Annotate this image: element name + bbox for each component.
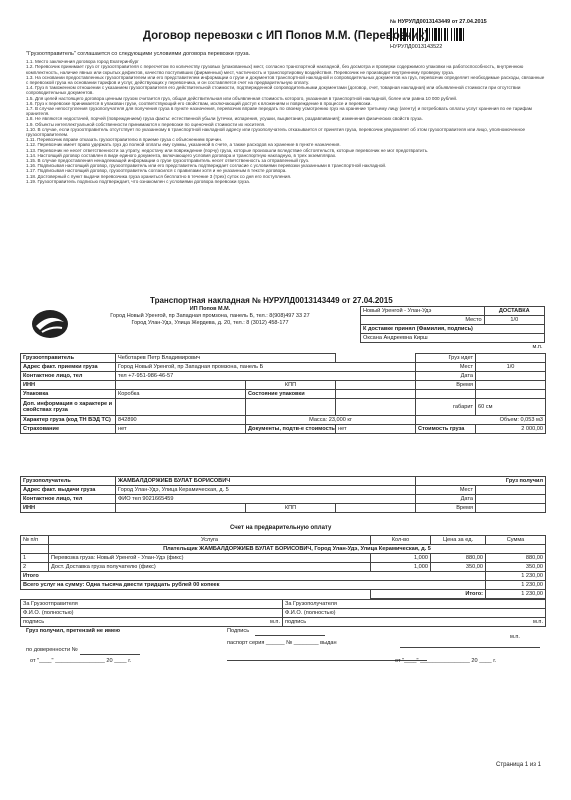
- signatures-table: [20, 599, 546, 627]
- term-paragraph: 1.18. Достоверный с пункт выдачи перевозчика груза храниться бесплатно в течение 3 (трех) суток со дня его поступления.: [26, 173, 292, 179]
- addr-recv-label: Адрес факт. приемки груза: [21, 363, 116, 372]
- total-label: Итого: [21, 572, 486, 581]
- item-num: 2: [21, 563, 49, 572]
- barcode-code: НУРУЛД0013143522: [390, 44, 443, 50]
- receiver-value: ЖАМБАЛДОРЖИЕВ БУЛАТ БОРИСОВИЧ: [116, 477, 416, 486]
- inn2-label: ИНН: [21, 504, 116, 513]
- table-row: [21, 563, 546, 572]
- waybill-title: Транспортная накладная № НУРУЛД0013143449 от 27.04.2015: [150, 296, 393, 305]
- term-paragraph: 1.16. Подписывая настоящий договор, грузоотправитель или его представитель подтверждает согласие с условиями перевозки указанными в транспортной накладной.: [26, 163, 387, 169]
- time-label: Время: [416, 381, 476, 390]
- itogo-value: 1 230,00: [486, 590, 546, 599]
- shipper-value: Чеботарев Петр Владимирович: [116, 354, 336, 363]
- left-fio: Ф.И.О. (полностью): [21, 609, 283, 618]
- item-sum: 350,00: [486, 563, 546, 572]
- delivery-label: ДОСТАВКА: [484, 307, 544, 316]
- size-label: габарит: [416, 399, 476, 416]
- term-paragraph: 1.15. В случае предоставления ненадлежащей информации о грузе грузоотправитель несет ответственность за отправленный груз.: [26, 158, 310, 164]
- accepted-name: Оксана Андреевна Кирш: [361, 334, 545, 343]
- delivery-box: [360, 306, 545, 351]
- recv-label: Груз получил: [416, 477, 546, 486]
- place-label: Мест: [416, 363, 476, 372]
- docs-value: нет: [336, 425, 416, 434]
- term-paragraph: 1.6. Груз к перевозке принимается в упакован грузе, соответствующий его свойствам, исключающий доступ к вложениям и повреждение в процессе и перевозки.: [26, 100, 372, 106]
- cost-value: 2 000,00: [476, 425, 546, 434]
- term-paragraph: 1.19. Грузоотправитель подписью подтверждает, что ознакомлен с условиями договора перевозки груза.: [26, 178, 251, 184]
- place2-label: Мест: [416, 486, 476, 495]
- cargo-type-label: Характер груза (код ТН ВЭД ТС): [21, 416, 116, 425]
- sender-name: ИП Попов М.М.: [189, 306, 231, 312]
- term-paragraph: 1.4. Груз в таможенном отношении с указанием грузоотправителя его действительной стоимости, подтвержденной сопроводительными документами (договор, счет, товарная накладная) или объявленной стоимости при отсутствии сопроводительных документов.: [26, 85, 521, 96]
- words-label: Всего услуг на сумму: Одна тысяча двести тридцать рублей 00 копеек: [21, 581, 486, 590]
- sender-address-2: Город Улан-Удэ, Улица Жердева, д. 20, тел.: 8 (3012) 458-177: [131, 320, 289, 326]
- col-num: № п/п: [21, 536, 49, 545]
- route: Новый Уренгой - Улан-Удэ: [361, 307, 485, 316]
- right-fio: Ф.И.О. (полностью): [283, 609, 546, 618]
- poa-label: по доверенности №: [26, 647, 78, 653]
- contact2-value: ФИО тел 9021665459: [116, 495, 416, 504]
- terms-list: [26, 59, 546, 184]
- left-signature: подпись: [23, 619, 45, 625]
- terms-lead: "Грузоотправитель" соглашается со следующими условиями договора перевозки груза.: [26, 51, 251, 57]
- col-qty: Кол-во: [371, 536, 431, 545]
- term-paragraph: 1.7. В случае непоступления грузополучателя для получения груза в пункте назначения, перевозчик вправе передать по своему усмотрению груз на хранение третьему лицу (агенту) и потребовать оплаты услуг хранения по ее тарифам хранителя.: [26, 106, 532, 117]
- col-service: Услуга: [49, 536, 371, 545]
- term-paragraph: 1.9. Объекты интеллектуальной собственности принимаются к перевозке по оценочной стоимости их носителя.: [26, 121, 266, 127]
- accepted-label: К доставке принял (Фамилия, подпись): [361, 325, 545, 334]
- right-signature: подпись: [285, 619, 307, 625]
- place-value: 1/0: [476, 363, 546, 372]
- page-footer: Страница 1 из 1: [496, 762, 541, 768]
- date-label: Дата: [416, 372, 476, 381]
- right-sig: За Грузополучателя: [283, 600, 546, 609]
- sender-address: Город Новый Уренгой, пр Западная промзона, панель Б, тел.: 8(908)497 33 27: [110, 313, 310, 319]
- packing-label: Упаковка: [21, 390, 116, 399]
- bottom-mp: м.п.: [510, 634, 520, 640]
- mesto-label: Место: [361, 316, 485, 325]
- item-price: 350,00: [431, 563, 486, 572]
- mesto-value: 1/0: [484, 316, 544, 325]
- time2-label: Время: [416, 504, 476, 513]
- left-sig: За Грузоотправителя: [21, 600, 283, 609]
- term-paragraph: 1.13. Перевозчик не несет ответственности за утрату, недостачу или повреждение (порчу) груза, которые произошли вследствие обстоятельств, которые перевозчик не мог предотвратить.: [26, 147, 429, 153]
- addr-recv-value: Город Новый Уренгой, пр Западная промзона, панель Б: [116, 363, 416, 372]
- docs-label: Документы, подтв-е стоимость: [246, 425, 336, 434]
- item-name: Перевозка груза: Новый Уренгой - Улан-Удэ (фикс): [49, 554, 371, 563]
- term-paragraph: 1.2. Перевозчик принимает груз от грузоотправителя с пересчетом по количеству грузовых (упакованных) мест, согласно транспортной накладной, без досмотра и проверки содержимого упаковки на работоспособность, внутреннюю комплектность, наличие явных или скрытых дефектов, качество поступивших (фирменных) мест, частичность и транспортировку воздействия. Перевозчик не производит внутреннему проверку груза.: [26, 64, 524, 75]
- shipper-label: Грузоотправитель: [21, 354, 116, 363]
- insurance-value: нет: [116, 425, 246, 434]
- received-label: Груз получил, претензий не имею: [26, 628, 121, 634]
- addr-issue-value: Город Улан-Удэ, Улица Керамическая, д. 5: [116, 486, 416, 495]
- addr-issue-label: Адрес факт. выдачи груза: [21, 486, 116, 495]
- inn-label: ИНН: [21, 381, 116, 390]
- term-paragraph: 1.5. Для целей настоящего договора ценным грузом считается груз, общая действительная или объявленная стоимость которого, указанная в транспортной накладной, более или равна 10 000 рублей.: [26, 95, 458, 101]
- term-paragraph: 1.3. На основании предоставленных грузоотправителем или его представителем информации о грузе и документов транспортной накладной и сопроводительных документов на груз, перевозчик определяет необходимые расходы, связанные с перевозкой груза на основании тарифов и услуг, действующих у перевозчика, и он составляется счет на предварительную оплату.: [26, 74, 545, 86]
- table-row: [21, 554, 546, 563]
- item-name: Дост. Доставка груза получателю (фикс): [49, 563, 371, 572]
- term-paragraph: 1.11. Перевозчик вправе отказать грузоотправителю в приеме груза с объяснением причин.: [26, 137, 223, 143]
- company-logo: [30, 308, 70, 340]
- sender-block: [70, 306, 350, 327]
- pack-state-label: Состояние упаковки: [246, 390, 336, 399]
- cargo-type-value: 842890: [116, 416, 246, 425]
- term-paragraph: 1.14. Настоящий договор составлен в виде единого документа, включающего условия договора и транспортную накладную, в трех экземплярах.: [26, 152, 337, 158]
- item-price: 880,00: [431, 554, 486, 563]
- contact-label: Контактное лицо, тел: [21, 372, 116, 381]
- shipper-table: [20, 353, 546, 434]
- contract-terms: [26, 52, 546, 184]
- term-paragraph: 1.12. Перевозчик имеет право удержать груз до полной оплаты ему суммы, указанной в счете, а также расходов на хранение в пункте назначения.: [26, 142, 341, 148]
- term-paragraph: 1.1. Место заключения договора город Екатеринбург: [26, 59, 139, 65]
- invoice-table: [20, 535, 546, 599]
- receiver-label: Грузополучатель: [21, 477, 116, 486]
- left-mp: м.п.: [270, 619, 280, 625]
- mp-label: м.п.: [532, 344, 543, 350]
- col-sum: Сумма: [486, 536, 546, 545]
- item-num: 1: [21, 554, 49, 563]
- receiver-table: [20, 476, 546, 513]
- weight-label: Масса: 23,000 кг: [246, 416, 416, 425]
- size-value: 60 см: [476, 399, 546, 416]
- document-title: Договор перевозки с ИП Попов М.М. (Перевозчик): [142, 30, 429, 42]
- term-paragraph: 1.10. В случае, если грузоотправитель отсутствует по указанному в транспортной накладной адресу или грузополучатель отказывается от принятия груза, перевозчик уведомляет об этом грузоотправителя или лицо, уполномоченное грузоотправителем.: [26, 126, 526, 138]
- doc-info-label: Доп. информация о характере и свойствах груза: [21, 399, 116, 416]
- term-paragraph: 1.17. Подписывая настоящий договор, грузоотправитель согласился с правилами хотя и не указанным в тексте договора.: [26, 168, 287, 174]
- packing-value: Коробка: [116, 390, 246, 399]
- cargo-place-label: Груз идет: [416, 354, 476, 363]
- volume-label: Объем: 0,053 м3: [416, 416, 546, 425]
- right-mp: м.п.: [533, 619, 543, 625]
- bottom-from: от "____" ________________ 20 ____ г.: [395, 658, 497, 664]
- item-sum: 880,00: [486, 554, 546, 563]
- words-value: 1 230,00: [486, 581, 546, 590]
- from-label: от "____" ________________ 20 ____ г.: [30, 658, 132, 664]
- invoice-title: Счет на предварительную оплату: [230, 525, 332, 531]
- term-paragraph: 1.8. Не являются недостачей, порчей (повреждением) груза факты: естественной убыли (утечки, испарения, усушки, выцветания, раздавливания); изменения физических свойств груза.: [26, 116, 423, 122]
- signature-label: Подпись: [227, 628, 250, 634]
- contact-value: тел +7-951-986-46-57: [116, 372, 416, 381]
- kpp-label: КПП: [246, 381, 336, 390]
- kpp2-label: КПП: [246, 504, 336, 513]
- contact2-label: Контактное лицо, тел: [21, 495, 116, 504]
- itogo-label: Итого:: [371, 590, 486, 599]
- item-qty: 1,000: [371, 563, 431, 572]
- reference-number: № НУРУЛД0013143449 от 27.04.2015: [390, 19, 487, 25]
- date2-label: Дата: [416, 495, 476, 504]
- insurance-label: Страхование: [21, 425, 116, 434]
- passport-label: паспорт серия ______ № ________ выдан: [227, 640, 337, 646]
- cost-label: Стоимость груза: [416, 425, 476, 434]
- col-price: Цена за ед.: [431, 536, 486, 545]
- total-value: 1 230,00: [486, 572, 546, 581]
- item-qty: 1,000: [371, 554, 431, 563]
- payer-line: Плательщик ЖАМБАЛДОРЖИЕВ БУЛАТ БОРИСОВИЧ, Город Улан-Удэ, Улица Керамическая, д. 5: [49, 545, 546, 554]
